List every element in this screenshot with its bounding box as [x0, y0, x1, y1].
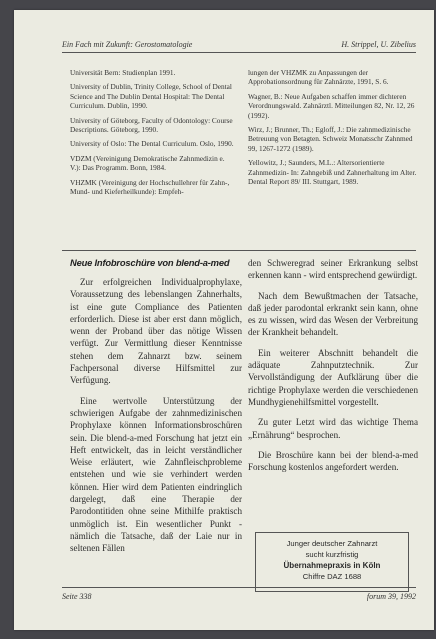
article-paragraph: Zur erfolgreichen Individualprophylaxe, Voraussetzung des lebenslangen Zahnerhalts, ist eine gute Compliance des Patienten erforderlich. Diese ist aber erst dann möglich, wenn der Proband über das nötige Wissen verfügt. Zur Vermittlung dieser Kenntnisse stehen dem Zahnarzt bzw. seinem Fachpersonal diverse Hilfsmittel zur Verfügung.: [70, 277, 242, 386]
article-paragraph: Ein weiterer Abschnitt behandelt die adäquate Zahnputztechnik. Zur Vervollständigung der Aufklärung über die richtige Prophylaxe werden die verschiedenen Mundhygienehilfsmittel vorgestellt.: [248, 347, 418, 407]
reference-entry: University of Dublin, Trinity College, School of Dental Science and The Dublin Dental Hospital: The Dental Curriculum. Dublin, 1990.: [70, 82, 232, 111]
section-rule: [62, 250, 416, 251]
references-column-left: [70, 68, 236, 201]
reference-entry: University of Göteborg, Faculty of Odontology: Course Descriptions. Göteborg, 1990.: [70, 115, 233, 135]
header-title: Ein Fach mit Zukunft: Gerostomatologie: [62, 40, 193, 49]
ad-line: sucht kurzfristig: [305, 550, 359, 559]
document-page: [14, 10, 434, 630]
reference-entry: University of Oslo: The Dental Curriculum. Oslo, 1990.: [70, 139, 234, 149]
article-column-right: [248, 257, 418, 481]
footer-rule: [62, 587, 416, 588]
ad-headline: Übernahmepraxis in Köln: [283, 561, 381, 570]
article-heading: Neue Infobroschüre von blend-a-med: [70, 257, 230, 268]
reference-entry: Universität Bern: Studienplan 1991.: [70, 68, 176, 77]
article-paragraph: Zu guter Letzt wird das wichtige Thema „Ernährung“ besprochen.: [248, 417, 418, 440]
reference-entry: Wagner, B.: Neue Aufgaben schaffen immer dichteren Verordnungswald. Zahnärztl. Mitteilungen 82, Nr. 12, 26 (1992).: [248, 91, 415, 120]
references-column-right: [248, 68, 418, 191]
reference-entry: Wirz, J.; Brunner, Th.; Egloff, J.: Die zahnmedizinische Betreuung von Betagten. Schweiz Monatsschr Zahnmed 99, 1267-1272 (1989).: [248, 125, 413, 153]
page-number: Seite 338: [62, 592, 92, 601]
header-rule: [62, 52, 416, 53]
reference-entry: VDZM (Vereinigung Demokratische Zahnmedizin e. V.): Das Programm. Bonn, 1984.: [70, 153, 225, 173]
article-paragraph: Eine wertvolle Unterstützung der schwierigen Aufgabe der zahnmedizinischen Prophylaxe können Informationsbroschüren sein. Die blend-a-med Forschung hat jetzt ein Heft entwickelt, das in leicht verständlicher Weise erläutert, wie Zahnfleischprobleme entstehen und wie sie verhindert werden können. Hier wird dem Patienten eindringlich dargelegt, daß eine Therapie der Parodontitiden ohne seine Mithilfe praktisch unmöglich ist. Ein wesentlicher Punkt - nämlich die Tatsache, daß der Laie nur in seltenen Fällen: [70, 395, 242, 554]
ad-line: Junger deutscher Zahnarzt: [286, 539, 378, 548]
header-authors: H. Strippel, U. Zibelius: [341, 40, 416, 49]
reference-entry: Yellowitz, J.; Saunders, M.L.: Altersorientierte Zahnmedizin- In: Zahngebiß und Zahnerhaltung im Alter. Dental Report 89/ III. Stuttgart, 1989.: [248, 158, 417, 187]
article-paragraph: den Schweregrad seiner Erkrankung selbst erkennen kann - wird entsprechend gewürdigt.: [248, 258, 418, 281]
article-column-left: [70, 257, 242, 563]
reference-entry: lungen der VHZMK zu Anpassungen der Approbationsordnung für Zahnärzte, 1991, S. 6.: [248, 68, 389, 87]
journal-issue: forum 39, 1992: [366, 592, 416, 601]
reference-entry: VHZMK (Vereinigung der Hochschullehrer für Zahn-, Mund- und Kieferheilkunde): Empfeh-: [70, 177, 230, 197]
ad-code: Chiffre DAZ 1688: [302, 572, 362, 581]
article-paragraph: Die Broschüre kann bei der blend-a-med Forschung kostenlos angefordert werden.: [248, 449, 418, 473]
classified-ad-box: [255, 532, 409, 592]
article-paragraph: Nach dem Bewußtmachen der Tatsache, daß jeder parodontal erkrankt sein kann, ohne es zu wissen, wird das Wesen der Verbreitung der Krankheit behandelt.: [248, 290, 418, 338]
